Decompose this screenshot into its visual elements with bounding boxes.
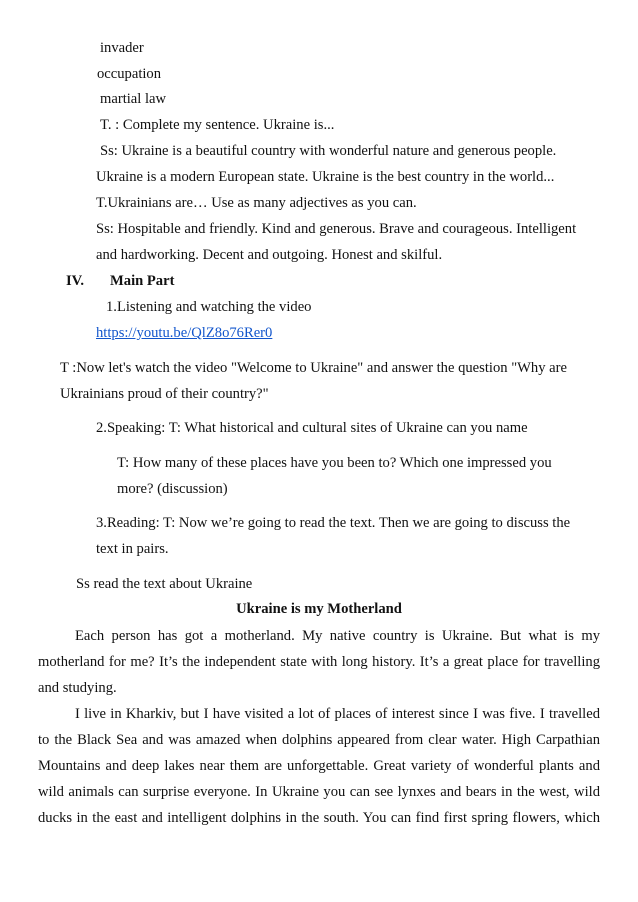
student-answer: Ss: Hospitable and friendly. Kind and generous. Brave and courageous. Intelligent — [96, 221, 577, 237]
paragraph-line: Mountains and deep lakes near them are unforgettable. Great variety of wonderful plants and — [38, 758, 600, 774]
teacher-instruction: Ukrainians proud of their country?" — [60, 386, 269, 402]
section-title: Main Part — [110, 273, 175, 289]
student-answer: and hardworking. Decent and outgoing. Honest and skilful. — [96, 247, 443, 263]
step-speaking: 2.Speaking: T: What historical and cultural sites of Ukraine can you name — [96, 420, 528, 436]
paragraph-line: ducks in the east and intelligent dolphins in the south. You can find first spring flowers, which — [38, 810, 600, 826]
vocab-item: invader — [100, 40, 144, 56]
student-answer: Ss: Ukraine is a beautiful country with wonderful nature and generous people. — [100, 143, 557, 159]
teacher-instruction: T :Now let's watch the video "Welcome to Ukraine" and answer the question "Why are — [60, 360, 567, 376]
step-reading: text in pairs. — [96, 541, 169, 557]
paragraph-line: to the Black Sea and was amazed when dolphins appeared from clear water. High Carpathian — [38, 732, 600, 748]
student-action: Ss read the text about Ukraine — [76, 576, 253, 592]
teacher-prompt: T. : Complete my sentence. Ukraine is... — [100, 117, 335, 133]
paragraph-line: I live in Kharkiv, but I have visited a lot of places of interest since I was five. I travelled — [75, 706, 600, 722]
step-reading: 3.Reading: T: Now we’re going to read the text. Then we are going to discuss the — [96, 515, 571, 531]
speaking-question: T: How many of these places have you been to? Which one impressed you — [117, 455, 552, 471]
teacher-prompt: T.Ukrainians are… Use as many adjectives as you can. — [96, 195, 417, 211]
paragraph-line: Each person has got a motherland. My native country is Ukraine. But what is my — [75, 628, 600, 644]
paragraph-line: wild animals can surprise everyone. In Ukraine you can see lynxes and bears in the west, wild — [38, 784, 600, 800]
section-numeral: IV. — [66, 273, 84, 289]
text-title: Ukraine is my Motherland — [236, 601, 402, 617]
student-answer: Ukraine is a modern European state. Ukraine is the best country in the world... — [96, 169, 555, 185]
paragraph-line: motherland for me? It’s the independent state with long history. It’s a great place for travelling — [38, 654, 600, 670]
speaking-question: more? (discussion) — [117, 481, 228, 497]
vocab-item: occupation — [97, 66, 162, 82]
step-listening: 1.Listening and watching the video — [106, 299, 312, 315]
video-link[interactable]: https://youtu.be/QlZ8o76Rer0 — [96, 325, 273, 341]
paragraph-line: and studying. — [38, 680, 117, 696]
vocab-item: martial law — [100, 91, 167, 107]
